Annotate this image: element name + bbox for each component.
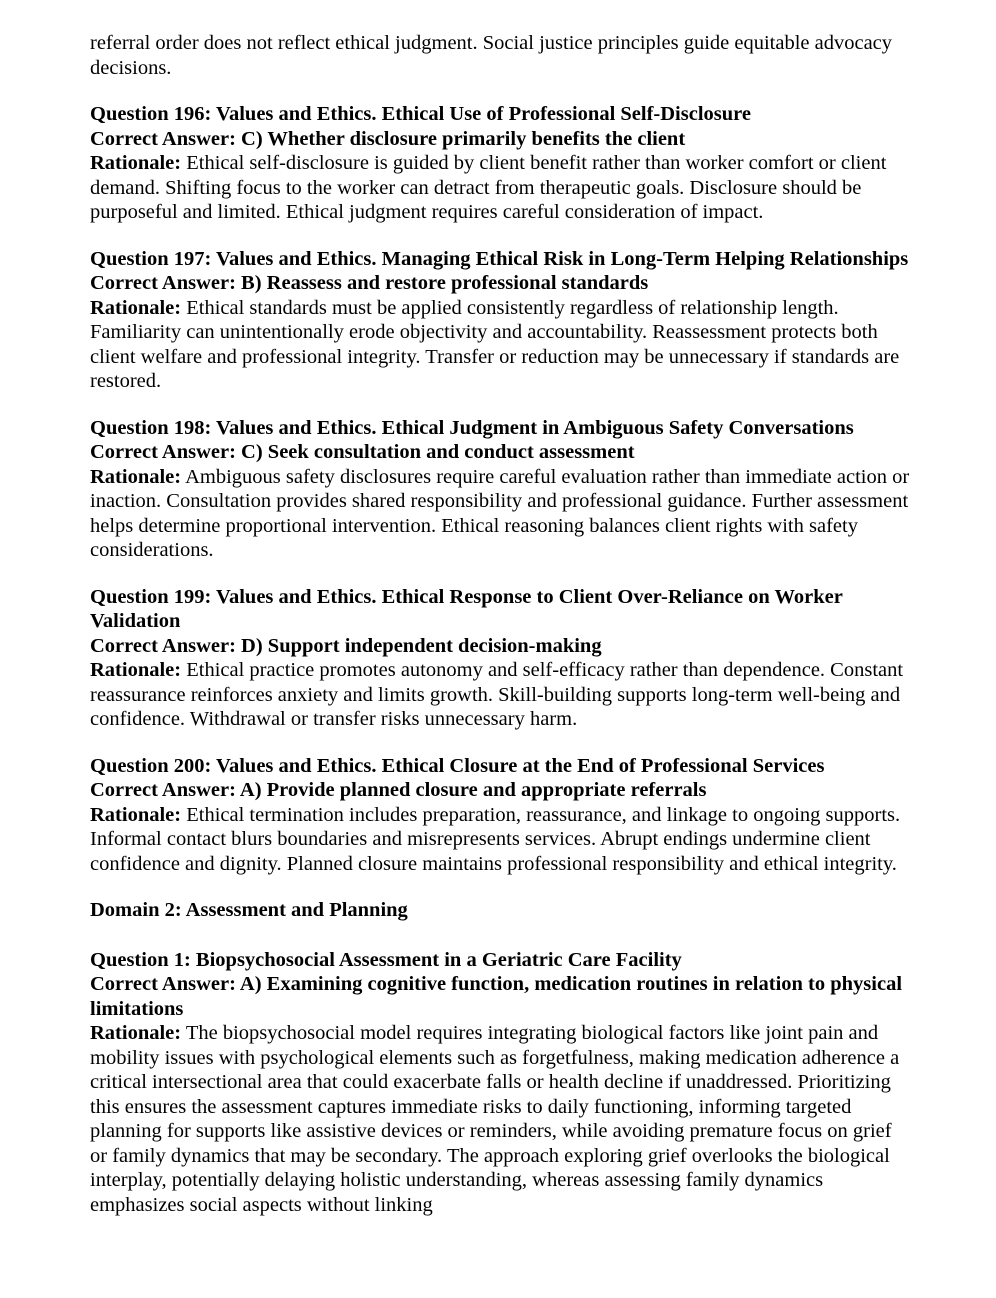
- correct-answer: Correct Answer: C) Whether disclosure primarily benefits the client: [90, 127, 686, 150]
- rationale-text: Ethical standards must be applied consistently regardless of relationship length. Familiarity can unintentionally erode objectivity and accountability. Reassessment protects both client welfare and professional integrity. Transfer or reduction may be unnecessary if standards are restored.: [90, 296, 900, 392]
- rationale-text: Ethical self-disclosure is guided by client benefit rather than worker comfort or client demand. Shifting focus to the worker can detract from therapeutic goals. Disclosure should be purposeful and limited. Ethical judgment requires careful consideration of impact.: [90, 152, 887, 223]
- rationale-label: Rationale:: [90, 296, 182, 319]
- question-title: Question 199: Values and Ethics. Ethical Response to Client Over-Reliance on Worker Validation: [90, 585, 843, 632]
- rationale-label: Rationale:: [90, 1022, 182, 1044]
- question-title: Question 198: Values and Ethics. Ethical Judgment in Ambiguous Safety Conversations: [90, 416, 854, 439]
- question-block: [90, 102, 910, 225]
- rationale-label: Rationale:: [90, 465, 182, 488]
- rationale-text: Ethical practice promotes autonomy and self-efficacy rather than dependence. Constant reassurance reinforces anxiety and limits growth. Skill-building supports long-term well-being and confidence. Withdrawal or transfer risks unnecessary harm.: [90, 659, 904, 730]
- rationale-text: Ambiguous safety disclosures require careful evaluation rather than immediate action or inaction. Consultation provides shared responsibility and professional guidance. Further assessment helps determine proportional intervention. Ethical reasoning balances client rights with safety considerations.: [90, 465, 910, 561]
- rationale: [90, 151, 910, 225]
- question-title: Question 200: Values and Ethics. Ethical Closure at the End of Professional Services: [90, 754, 825, 777]
- rationale-label: Rationale:: [90, 152, 182, 174]
- correct-answer: Correct Answer: A) Examining cognitive function, medication routines in relation to physical limitations: [90, 973, 903, 1020]
- question-block: [90, 754, 910, 877]
- question-title: Question 196: Values and Ethics. Ethical Use of Professional Self-Disclosure: [90, 103, 751, 125]
- rationale: [90, 658, 910, 732]
- rationale: [90, 803, 910, 877]
- rationale-text: The biopsychosocial model requires integrating biological factors like joint pain and mobility issues with psychological elements such as forgetfulness, making medication adherence a critical intersectional area that could exacerbate falls or health decline if unaddressed. Prioritizing this ensures the assessment captures immediate risks to daily functioning, informing targeted planning for supports like assistive devices or reminders, while avoiding premature focus on grief or family dynamics that may be secondary. The approach exploring grief overlooks the biological interplay, potentially delaying holistic understanding, whereas assessing family dynamics emphasizes social aspects without linking: [90, 1022, 900, 1216]
- correct-answer: Correct Answer: A) Provide planned closure and appropriate referrals: [90, 779, 707, 801]
- correct-answer: Correct Answer: D) Support independent decision-making: [90, 634, 602, 657]
- rationale: [90, 1021, 910, 1217]
- rationale-label: Rationale:: [90, 659, 182, 681]
- question-block: [90, 948, 910, 1218]
- rationale: [90, 465, 910, 563]
- correct-answer: Correct Answer: C) Seek consultation and conduct assessment: [90, 441, 635, 463]
- question-block: [90, 416, 910, 563]
- intro-block: [90, 31, 910, 80]
- rationale-text: Ethical termination includes preparation, reassurance, and linkage to ongoing supports. Informal contact blurs boundaries and misrepresents services. Abrupt endings undermine client confidence and dignity. Planned closure maintains professional responsibility and ethical integrity.: [90, 803, 901, 875]
- document-page: [90, 31, 910, 1239]
- question-block: [90, 247, 910, 394]
- question-block: [90, 585, 910, 732]
- intro-paragraph: referral order does not reflect ethical judgment. Social justice principles guide equitable advocacy decisions.: [90, 32, 893, 79]
- correct-answer: Correct Answer: B) Reassess and restore professional standards: [90, 272, 649, 294]
- question-title: Question 1: Biopsychosocial Assessment in a Geriatric Care Facility: [90, 948, 682, 971]
- rationale-label: Rationale:: [90, 803, 182, 826]
- rationale: [90, 296, 910, 394]
- domain-heading: Domain 2: Assessment and Planning: [90, 899, 408, 921]
- question-title: Question 197: Values and Ethics. Managing Ethical Risk in Long-Term Helping Relationships: [90, 247, 909, 270]
